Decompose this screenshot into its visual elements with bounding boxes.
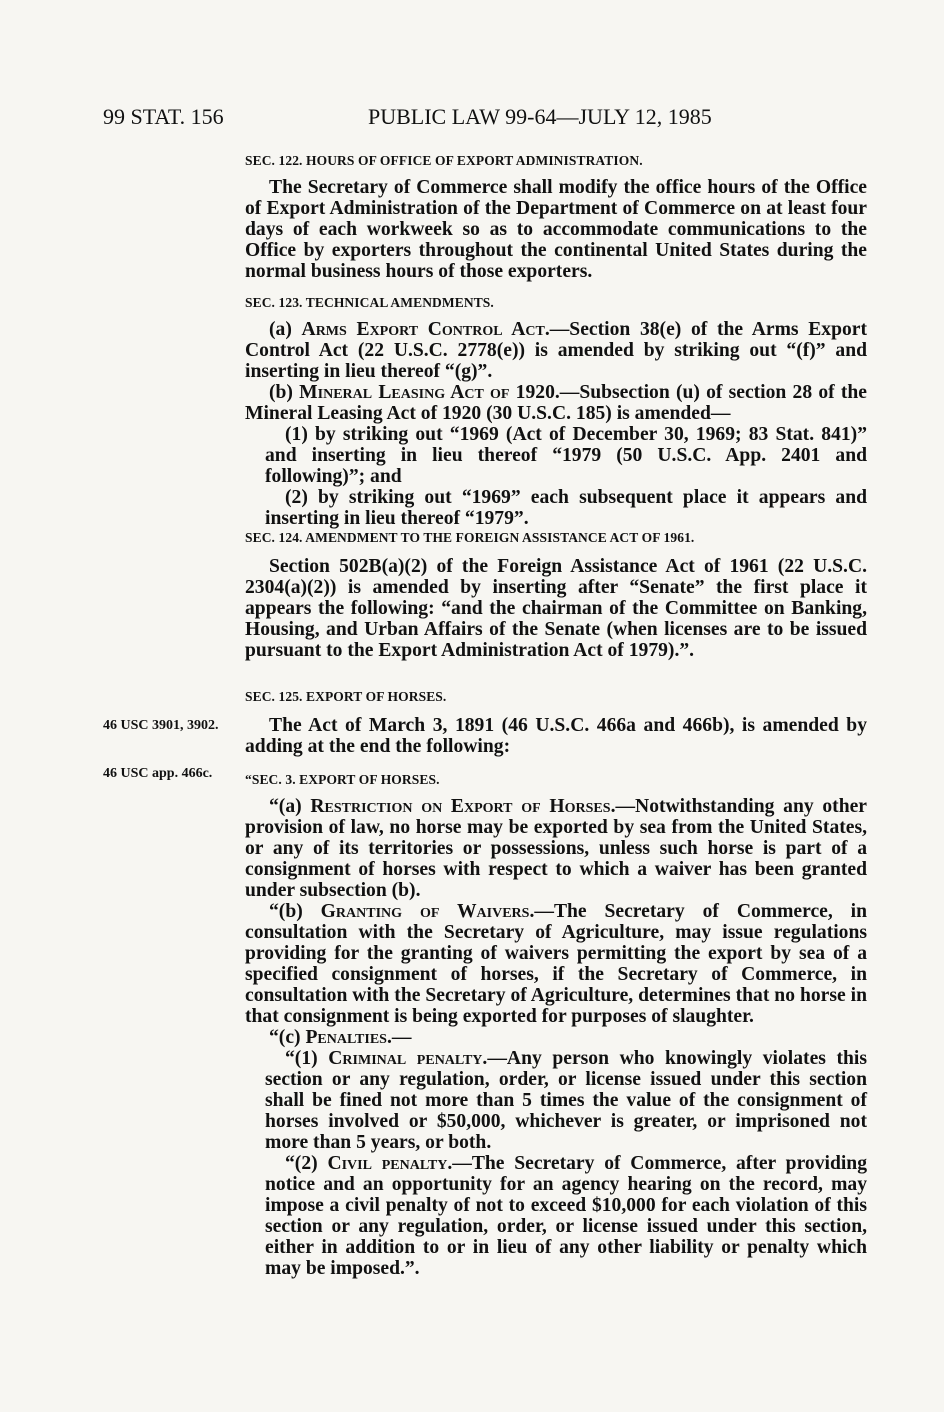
paragraph: (a) Arms Export Control Act.—Section 38(e) of the Arms Export Control Act (22 U.S.C. 2778(e)) is amended by striking out “(f)” and inserting in lieu thereof “(g)”. — [245, 319, 867, 382]
section-125 — [245, 686, 867, 1279]
clause: (2) by striking out “1969” each subsequent place it appears and inserting in lieu thereof “1979”. — [265, 487, 867, 529]
paragraph: The Secretary of Commerce shall modify the office hours of the Office of Export Administration of the Department of Commerce on at least four days of each workweek so as to accommodate communications to the Office by exporters throughout the continental United States during the normal business hours of those exporters. — [245, 177, 867, 282]
section-124 — [245, 527, 867, 661]
subsection-heading: “SEC. 3. EXPORT OF HORSES. — [245, 772, 440, 787]
section-122 — [245, 150, 867, 282]
margin-note: 46 USC app. 466c. — [103, 766, 213, 781]
paragraph: “(a) Restriction on Export of Horses.—Notwithstanding any other provision of law, no horse may be exported by sea from the United States, or any of its territories or possessions, unless such horse is part of a consignment of horses with respect to which a waiver has been granted under subsection (b). — [245, 796, 867, 901]
margin-note: 46 USC 3901, 3902. — [103, 718, 219, 733]
section-heading: SEC. 124. AMENDMENT TO THE FOREIGN ASSISTANCE ACT OF 1961. — [245, 530, 695, 545]
clause: “(2) Civil penalty.—The Secretary of Commerce, after providing notice and an opportunity for an agency hearing on the record, may impose a civil penalty of not to exceed $10,000 for each violation of this section or any regulation, order, or license issued under this section, either in addition to or in lieu of any other liability or penalty which may be imposed.”. — [265, 1153, 867, 1279]
clause: “(1) Criminal penalty.—Any person who knowingly violates this section or any regulation, order, or license issued under this section shall be fined not more than 5 times the value of the consignment of horses involved or $50,000, whichever is greater, or imprisoned not more than 5 years, or both. — [265, 1048, 867, 1153]
section-123 — [245, 292, 867, 529]
paragraph: “(c) Penalties.— — [269, 1027, 412, 1048]
paragraph: “(b) Granting of Waivers.—The Secretary of Commerce, in consultation with the Secretary of Agriculture, may issue regulations providing for the granting of waivers permitting the export by sea of a specified consignment of horses, if the Secretary of Commerce, in consultation with the Secretary of Agriculture, determines that no horse in that consignment is being exported for purposes of slaughter. — [245, 901, 867, 1027]
paragraph: The Act of March 3, 1891 (46 U.S.C. 466a and 466b), is amended by adding at the end the following: — [245, 715, 867, 757]
section-heading: SEC. 123. TECHNICAL AMENDMENTS. — [245, 295, 494, 310]
paragraph: Section 502B(a)(2) of the Foreign Assistance Act of 1961 (22 U.S.C. 2304(a)(2)) is amended by inserting after “Senate” the first place it appears the following: “and the chairman of the Committee on Banking, Housing, and Urban Affairs of the Senate (when licenses are to be issued pursuant to the Export Administration Act of 1979).”. — [245, 556, 867, 661]
section-heading: SEC. 125. EXPORT OF HORSES. — [245, 689, 447, 704]
stat-page-number: 99 STAT. 156 — [103, 104, 224, 129]
paragraph: (b) Mineral Leasing Act of 1920.—Subsection (u) of section 28 of the Mineral Leasing Act of 1920 (30 U.S.C. 185) is amended— — [245, 382, 867, 424]
clause: (1) by striking out “1969 (Act of December 30, 1969; 83 Stat. 841)” and inserting in lieu thereof “1979 (50 U.S.C. App. 2401 and following)”; and — [265, 424, 867, 487]
page-title: PUBLIC LAW 99-64—JULY 12, 1985 — [368, 104, 712, 129]
section-heading: SEC. 122. HOURS OF OFFICE OF EXPORT ADMINISTRATION. — [245, 153, 643, 168]
